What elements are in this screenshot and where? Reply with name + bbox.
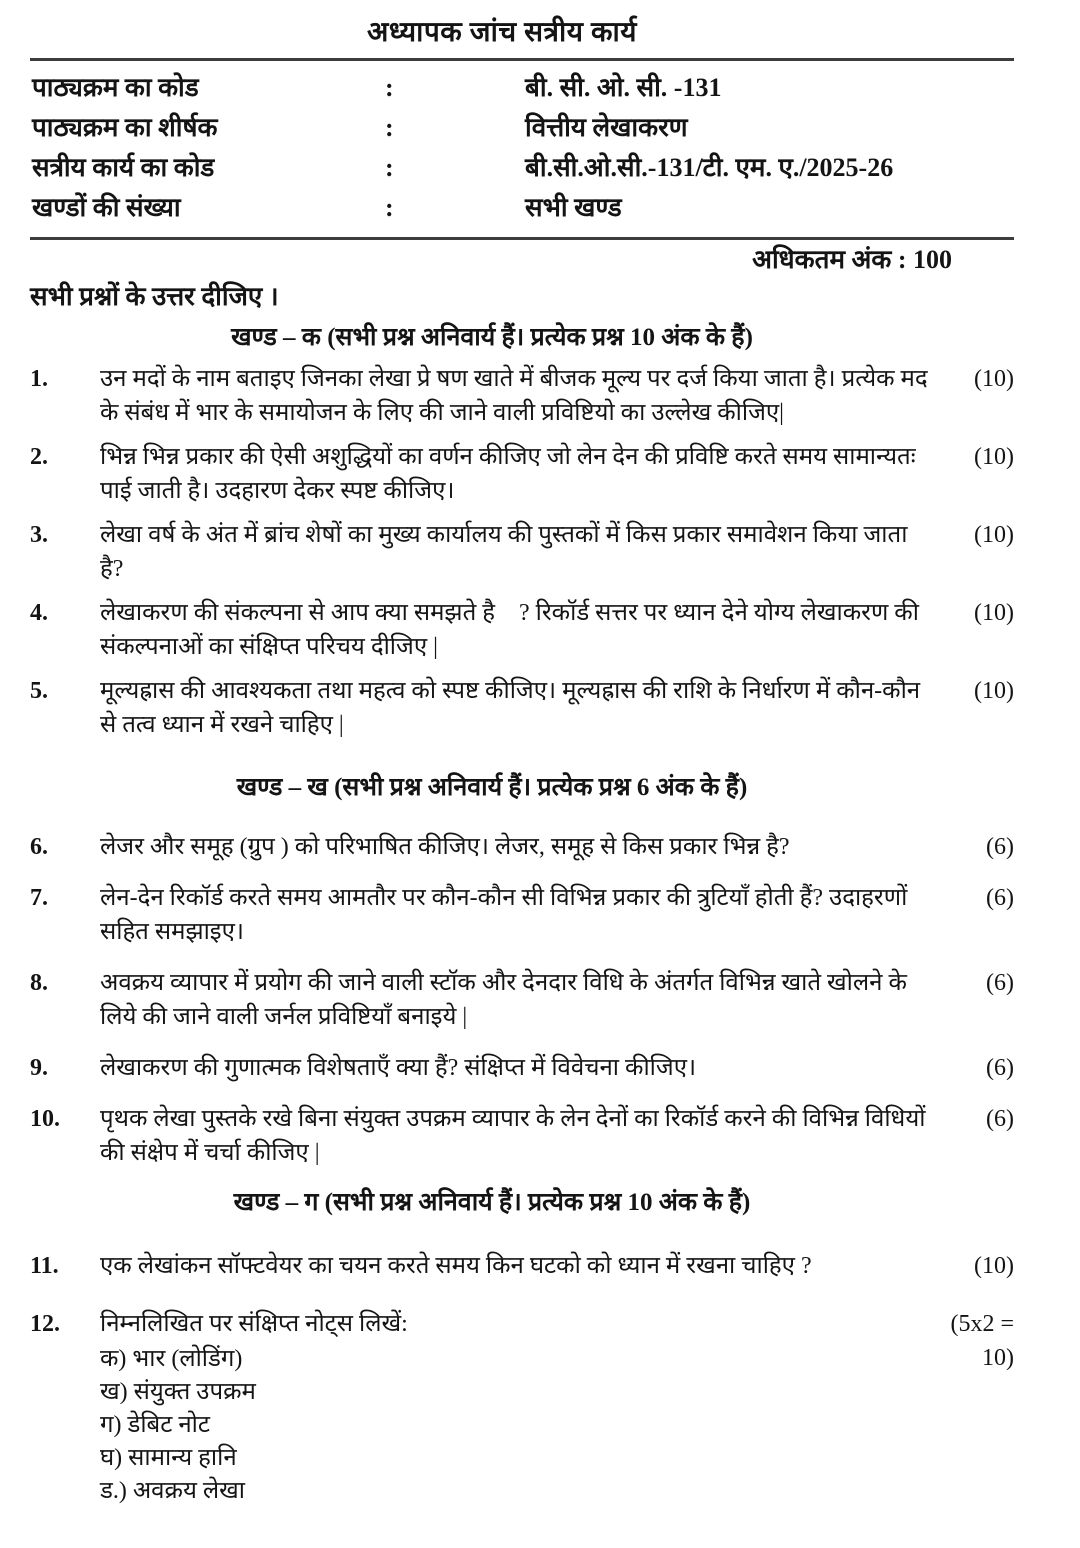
subitem-c: ग) डेबिट नोट bbox=[100, 1412, 210, 1438]
colon-separator: : bbox=[385, 153, 394, 182]
subitem-b: ख) संयुक्त उपक्रम bbox=[100, 1379, 256, 1405]
colon-separator: : bbox=[385, 193, 394, 222]
subitem-d: घ) सामान्य हानि bbox=[100, 1445, 237, 1471]
question-number: 1. bbox=[30, 366, 48, 392]
course-info-table bbox=[30, 58, 1014, 240]
question-number: 3. bbox=[30, 522, 48, 548]
question-marks: (6) bbox=[986, 834, 1014, 860]
sections-count-label: खण्डों की संख्या bbox=[32, 193, 181, 222]
section-a-heading: खण्ड – क (सभी प्रश्न अनिवार्य हैं। प्रत्येक प्रश्न 10 अंक के हैं) bbox=[231, 324, 753, 351]
question-text: मूल्यह्रास की आवश्यकता तथा महत्व को स्पष्ट कीजिए। मूल्यह्रास की राशि के निर्धारण में कौन-कौन से तत्व ध्यान में रखने चाहिए | bbox=[100, 678, 921, 738]
subitem-a: क) भार (लोडिंग) bbox=[100, 1346, 243, 1372]
question-9 bbox=[30, 1051, 1014, 1085]
question-text: पृथक लेखा पुस्तके रखे बिना संयुक्त उपक्रम व्यापार के लेन देनों का रिकॉर्ड करने की विभिन्न विधियों की संक्षेप में चर्चा कीजिए | bbox=[100, 1106, 926, 1166]
question-text: लेन-देन रिकॉर्ड करते समय आमतौर पर कौन-कौन सी विभिन्न प्रकार की त्रुटियाँ होती हैं? उदाहरणों सहित समझाइए। bbox=[100, 885, 908, 945]
course-title-row bbox=[30, 108, 1014, 148]
section-b bbox=[30, 772, 1014, 1170]
question-number: 8. bbox=[30, 970, 48, 996]
assignment-code-row bbox=[30, 148, 1014, 188]
question-text: भिन्न भिन्न प्रकार की ऐसी अशुद्धियों का वर्णन कीजिए जो लेन देन की प्रविष्टि करते समय सामान्यतः पाई जाती है। उदहारण देकर स्पष्ट कीजिए। bbox=[100, 444, 916, 504]
sections-count-row bbox=[30, 188, 1014, 228]
question-marks: (10) bbox=[974, 600, 1014, 626]
section-c-heading: खण्ड – ग (सभी प्रश्न अनिवार्य हैं। प्रत्येक प्रश्न 10 अंक के हैं) bbox=[233, 1189, 751, 1216]
question-marks: (10) bbox=[974, 366, 1014, 392]
question-12 bbox=[30, 1307, 1014, 1508]
question-text: लेजर और समूह (ग्रुप ) को परिभाषित कीजिए। लेजर, समूह से किस प्रकार भिन्न है? bbox=[100, 834, 790, 860]
question-text: लेखाकरण की संकल्पना से आप क्या समझते है ? रिकॉर्ड सत्तर पर ध्यान देने योग्य लेखाकरण की संकल्पनाओं का संक्षिप्त परिचय दीजिए | bbox=[100, 600, 919, 660]
question-3 bbox=[30, 518, 1014, 586]
sections-count-value: सभी खण्ड bbox=[525, 193, 622, 222]
section-c bbox=[30, 1187, 1014, 1508]
question-text: अवक्रय व्यापार में प्रयोग की जाने वाली स्टॉक और देनदार विधि के अंतर्गत विभिन्न खाते खोलने के लिये की जाने वाली जर्नल प्रविष्टियाँ बनाइये | bbox=[100, 970, 907, 1030]
question-number: 6. bbox=[30, 834, 48, 860]
subitem-e: ड.) अवक्रय लेखा bbox=[100, 1478, 245, 1504]
question-4 bbox=[30, 596, 1014, 664]
marks-line-2: 10) bbox=[982, 1345, 1014, 1371]
question-marks: (10) bbox=[974, 678, 1014, 704]
page-title: अध्यापक जांच सत्रीय कार्य bbox=[366, 17, 637, 48]
question-11 bbox=[30, 1249, 1014, 1283]
question-6 bbox=[30, 830, 1014, 864]
question-10 bbox=[30, 1102, 1014, 1170]
question-5 bbox=[30, 674, 1014, 742]
question-number: 5. bbox=[30, 678, 48, 704]
question-marks: (6) bbox=[986, 1055, 1014, 1081]
question-number: 7. bbox=[30, 885, 48, 911]
section-b-heading: खण्ड – ख (सभी प्रश्न अनिवार्य हैं। प्रत्येक प्रश्न 6 अंक के हैं) bbox=[236, 774, 748, 801]
question-marks: (6) bbox=[986, 970, 1014, 996]
question-1 bbox=[30, 362, 1014, 430]
assignment-code-label: सत्रीय कार्य का कोड bbox=[32, 153, 215, 182]
assignment-code-value: बी.सी.ओ.सी.-131/टी. एम. ए./2025-26 bbox=[525, 153, 894, 182]
question-8 bbox=[30, 966, 1014, 1034]
course-code-row bbox=[30, 68, 1014, 108]
course-code-label: पाठ्यक्रम का कोड bbox=[32, 73, 199, 102]
question-marks: (6) bbox=[986, 1106, 1014, 1132]
instruction: सभी प्रश्नों के उत्तर दीजिए । bbox=[30, 282, 279, 311]
course-code-value: बी. सी. ओ. सी. -131 bbox=[525, 73, 722, 102]
question-marks bbox=[930, 1307, 1014, 1508]
question-text: उन मदों के नाम बताइए जिनका लेखा प्रे षण खाते में बीजक मूल्य पर दर्ज किया जाता है। प्रत्येक मद के संबंध में भार के समायोजन के लिए की जाने वाली प्रविष्टियो का उल्लेख कीजिए| bbox=[100, 366, 928, 426]
colon-separator: : bbox=[385, 73, 394, 102]
question-number: 9. bbox=[30, 1055, 48, 1081]
question-text: एक लेखांकन सॉफ्टवेयर का चयन करते समय किन घटको को ध्यान में रखना चाहिए ? bbox=[100, 1253, 812, 1279]
question-marks: (10) bbox=[974, 1253, 1014, 1279]
marks-line-1: (5x2 = bbox=[950, 1311, 1014, 1337]
question-marks: (6) bbox=[986, 885, 1014, 911]
question-7 bbox=[30, 881, 1014, 949]
question-number: 11. bbox=[30, 1253, 59, 1279]
section-a bbox=[30, 322, 1014, 742]
question-marks: (10) bbox=[974, 444, 1014, 470]
course-title-value: वित्तीय लेखाकरण bbox=[525, 113, 688, 142]
question-12-intro: निम्नलिखित पर संक्षिप्त नोट्स लिखें: bbox=[100, 1311, 408, 1337]
question-text: लेखा वर्ष के अंत में ब्रांच शेषों का मुख्य कार्यालय की पुस्तकों में किस प्रकार समावेशन किया जाता है? bbox=[100, 522, 908, 582]
question-marks: (10) bbox=[974, 522, 1014, 548]
colon-separator: : bbox=[385, 113, 394, 142]
question-12-subitems bbox=[100, 1343, 930, 1508]
question-text: लेखाकरण की गुणात्मक विशेषताएँ क्या हैं? संक्षिप्त में विवेचना कीजिए। bbox=[100, 1055, 697, 1081]
course-title-label: पाठ्यक्रम का शीर्षक bbox=[32, 113, 218, 142]
question-number: 12. bbox=[30, 1311, 60, 1337]
question-number: 10. bbox=[30, 1106, 60, 1132]
question-text bbox=[100, 1307, 930, 1508]
max-marks: अधिकतम अंक : 100 bbox=[752, 245, 952, 274]
question-number: 2. bbox=[30, 444, 48, 470]
question-2 bbox=[30, 440, 1014, 508]
question-number: 4. bbox=[30, 600, 48, 626]
